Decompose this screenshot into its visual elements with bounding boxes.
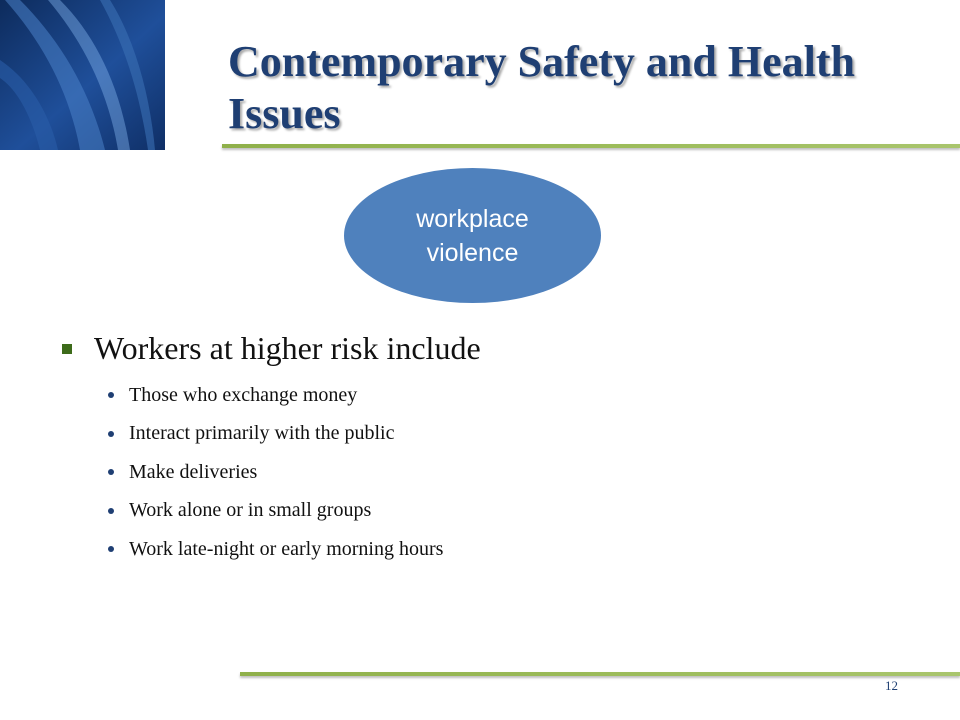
dot-bullet-icon [108,469,114,475]
dot-bullet-icon [108,392,114,398]
main-bullet-item [62,330,481,367]
list-item-text: Make deliveries [129,460,258,483]
list-item-text: Work alone or in small groups [129,499,372,522]
list-item [108,376,443,415]
list-item-text: Those who exchange money [129,383,358,406]
slide-title: Contemporary Safety and Health Issues [228,37,855,138]
dot-bullet-icon [108,508,114,514]
list-item [108,492,443,531]
corner-decoration-icon [0,0,165,150]
list-item-text: Work late-night or early morning hours [129,537,444,560]
list-item-text: Interact primarily with the public [129,422,395,445]
list-item [108,415,443,454]
title-divider [222,144,960,148]
topic-ellipse [344,168,601,303]
topic-label: workplace violence [416,204,529,267]
list-item [108,530,443,569]
dot-bullet-icon [108,431,114,437]
dot-bullet-icon [108,546,114,552]
page-number: 12 [885,678,898,693]
main-bullet-text: Workers at higher risk include [94,330,481,366]
footer-divider [240,672,960,676]
sub-bullet-list [108,376,443,569]
list-item [108,453,443,492]
square-bullet-icon [62,344,72,354]
